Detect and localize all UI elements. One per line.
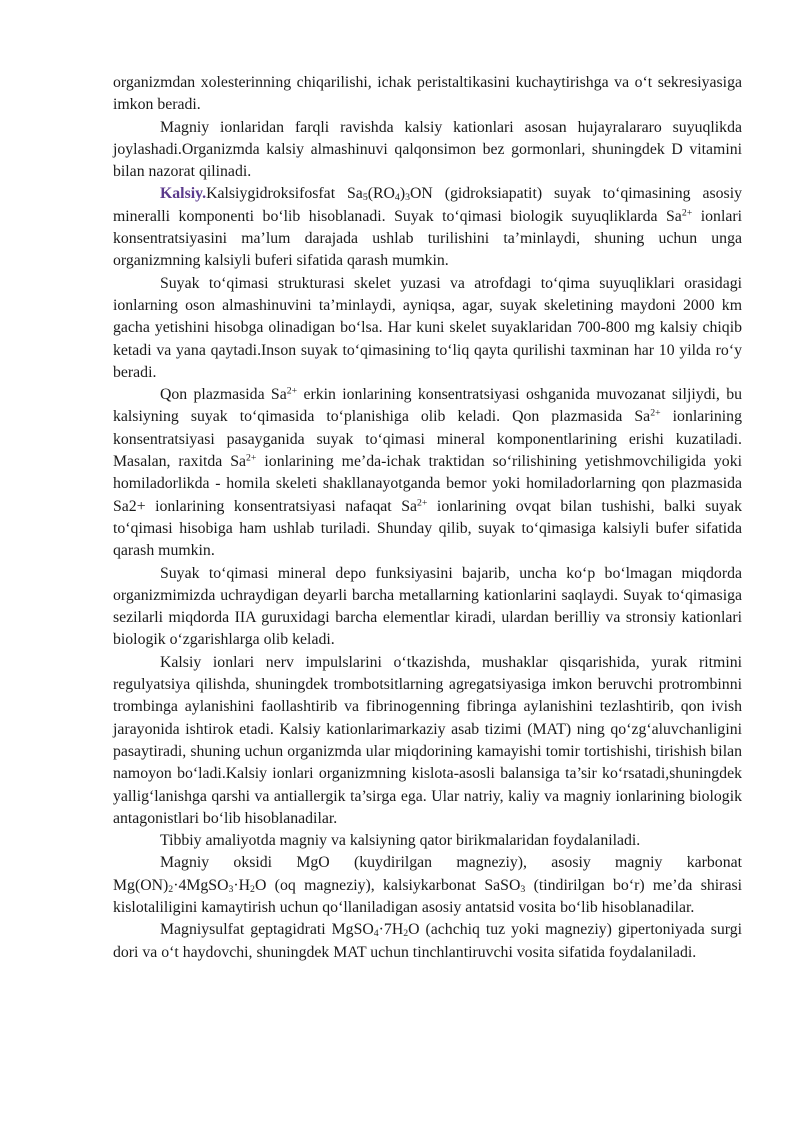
text-run: Qon plazmasida Sa bbox=[160, 386, 287, 404]
paragraph-4-text: Suyak to‘qimasi strukturasi skelet yuzasi va atrofdagi to‘qima suyuqliklari orasidagi ionlarning oson almashinuvini ta’minlaydi, ayniqsa, agar, suyak skeletining maydoni 2000 km gacha yetishini hisobga olinadigan bo‘lsa. Har kuni skelet suyaklaridan 700-800 mg kalsiy chiqib ketadi va yana qaytadi.Inson suyak to‘qimasining to‘liq qayta qurilishi taxminan har 10 yilda ro‘y beradi. bbox=[113, 274, 742, 381]
subscript: 4 bbox=[394, 192, 400, 204]
text-run: ·4MgSO bbox=[173, 876, 229, 894]
document-body bbox=[113, 72, 742, 964]
subscript: 2 bbox=[250, 883, 255, 895]
paragraph-7 bbox=[113, 652, 742, 830]
paragraph-1 bbox=[113, 72, 742, 117]
text-run: ON (gidroksiapatit) suyak to‘qimasining asosiy mineralli komponenti bo‘lib hisoblanadi. Suyak to‘qimasi biologik suyuqliklarda Sa bbox=[113, 185, 742, 225]
paragraph-1-text: organizmdan xolesterinning chiqarilishi, ichak peristaltikasini kuchaytirishga va o‘t sekresiyasiga imkon beradi. bbox=[113, 74, 742, 114]
subscript: 3 bbox=[520, 883, 526, 895]
paragraph-5 bbox=[113, 384, 742, 562]
subscript: 2 bbox=[168, 883, 174, 895]
superscript: 2+ bbox=[417, 497, 428, 509]
paragraph-6 bbox=[113, 563, 742, 652]
text-run: ·7H bbox=[378, 921, 404, 939]
text-run: ionlarining konsentratsiyasi pasayganida suyak to‘qimasi mineral komponentlarining erishi kuzatiladi. Masalan, raxitda Sa bbox=[113, 408, 742, 471]
text-run: O (oq magneziy), kalsiykarbonat SaSO bbox=[254, 876, 521, 894]
paragraph-9 bbox=[113, 852, 742, 919]
paragraph-kalsiy bbox=[113, 183, 742, 272]
subscript: 4 bbox=[373, 928, 379, 940]
superscript: 2+ bbox=[681, 207, 693, 219]
text-run: Magniy oksidi MgO (kuydirilgan magneziy), asosiy magniy karbonat Mg(ON) bbox=[113, 854, 742, 894]
paragraph-2-text: Magniy ionlaridan farqli ravishda kalsiy kationlari asosan hujayralararo suyuqlikda joylashadi.Organizmda kalsiy almashinuvi qalqonsimon bez gormonlari, shuningdek D vitamini bilan nazorat qilinadi. bbox=[113, 118, 742, 181]
text-run: ionlarining me’da-ichak traktidan so‘rilishining yetishmovchiligida yoki homiladorlikda - homila skeleti shakllanayotganda bemor yoki homiladorlarning qon plazmasida Sa2+ ionlarining konsentratsiyasi nafaqat Sa bbox=[113, 453, 742, 515]
subscript: 3 bbox=[405, 192, 410, 204]
paragraph-8 bbox=[113, 830, 742, 852]
paragraph-7-text: Kalsiy ionlari nerv impulslarini o‘tkazishda, mushaklar qisqarishida, yurak ritmini regulyatsiya qilishda, shuningdek trombotsitlarning agregatsiyasiga imkon beruvchi protrombinni trombinga aylanishini faollashtirib va fibrinogenning fibringa aylanishini tezlashtirib, qon ivish jarayonida ishtirok etadi. Kalsiy kationlarimarkaziy asab tizimi (MAT) ning qo‘zg‘aluvchanligini pasaytiradi, shuning uchun organizmda ular miqdorining kamayishi tomir tortishishi, tirishish bilan namoyon bo‘ladi.Kalsiy ionlari organizmning kislota-asosli balansiga ta’sir ko‘rsatadi,shuningdek yallig‘lanishga qarshi va antiallergik ta’sirga ega. Ular natriy, kaliy va magniy ionlarining biologik antagonistlari bo‘lib hisoblanadilar. bbox=[113, 653, 742, 827]
text-run: O (achchiq tuz yoki magneziy) gipertoniyada surgi dori va o‘t haydovchi, shuningdek MAT uchun tinchlantiruvchi vosita sifatida foydalaniladi. bbox=[113, 921, 742, 961]
paragraph-8-text: Tibbiy amaliyotda magniy va kalsiyning qator birikmalaridan foydalaniladi. bbox=[160, 832, 641, 850]
text-run: ionlari konsentratsiyasini ma’lum darajada ushlab turilishini ta’minlaydi, shuning uchun unga organizmning kalsiyli buferi sifatida qarash mumkin. bbox=[113, 207, 742, 270]
text-run: Kalsiygidroksifosfat Sa bbox=[206, 185, 363, 203]
subscript: 3 bbox=[228, 883, 234, 895]
paragraph-6-text: Suyak to‘qimasi mineral depo funksiyasini bajarib, uncha ko‘p bo‘lmagan miqdorda organizmimizda uchraydigan deyarli barcha metallarning kationlarini saqlaydi. Suyak to‘qimasiga sezilarli miqdorda IIA guruxidagi barcha elementlar kiradi, ulardan berilliy va stronsiy kationlari biologik o‘zgarishlarga olib keladi. bbox=[113, 564, 742, 649]
paragraph-4 bbox=[113, 273, 742, 384]
text-run: ionlarining ovqat bilan tushishi, balki suyak to‘qimasi hisobiga ham ushlab turiladi. Shunday qilib, suyak to‘qimasiga kalsiyli bufer sifatida qarash mumkin. bbox=[113, 497, 742, 560]
text-run: ) bbox=[399, 185, 406, 203]
paragraph-10 bbox=[113, 919, 742, 964]
text-run: Magniysulfat geptagidrati MgSO bbox=[160, 921, 374, 939]
text-run: erkin ionlarining konsentratsiyasi oshganida muvozanat siljiydi, bu kalsiyning suyak to‘qimasida to‘planishiga olib keladi. Qon plazmasida Sa bbox=[113, 386, 742, 426]
superscript: 2+ bbox=[246, 452, 257, 464]
text-run: (RO bbox=[367, 185, 395, 203]
paragraph-2 bbox=[113, 117, 742, 184]
subscript: 2 bbox=[403, 928, 409, 940]
text-run: ·H bbox=[233, 876, 251, 894]
superscript: 2+ bbox=[650, 408, 661, 420]
subscript: 5 bbox=[362, 192, 368, 204]
superscript: 2+ bbox=[286, 385, 298, 397]
text-run: (tindirilgan bo‘r) me’da shirasi kislotaliligini kamaytirish uchun qo‘llaniladigan asosiy antatsid vosita bo‘lib hisoblanadilar. bbox=[113, 876, 742, 916]
section-heading-kalsiy: Kalsiy. bbox=[160, 185, 207, 203]
